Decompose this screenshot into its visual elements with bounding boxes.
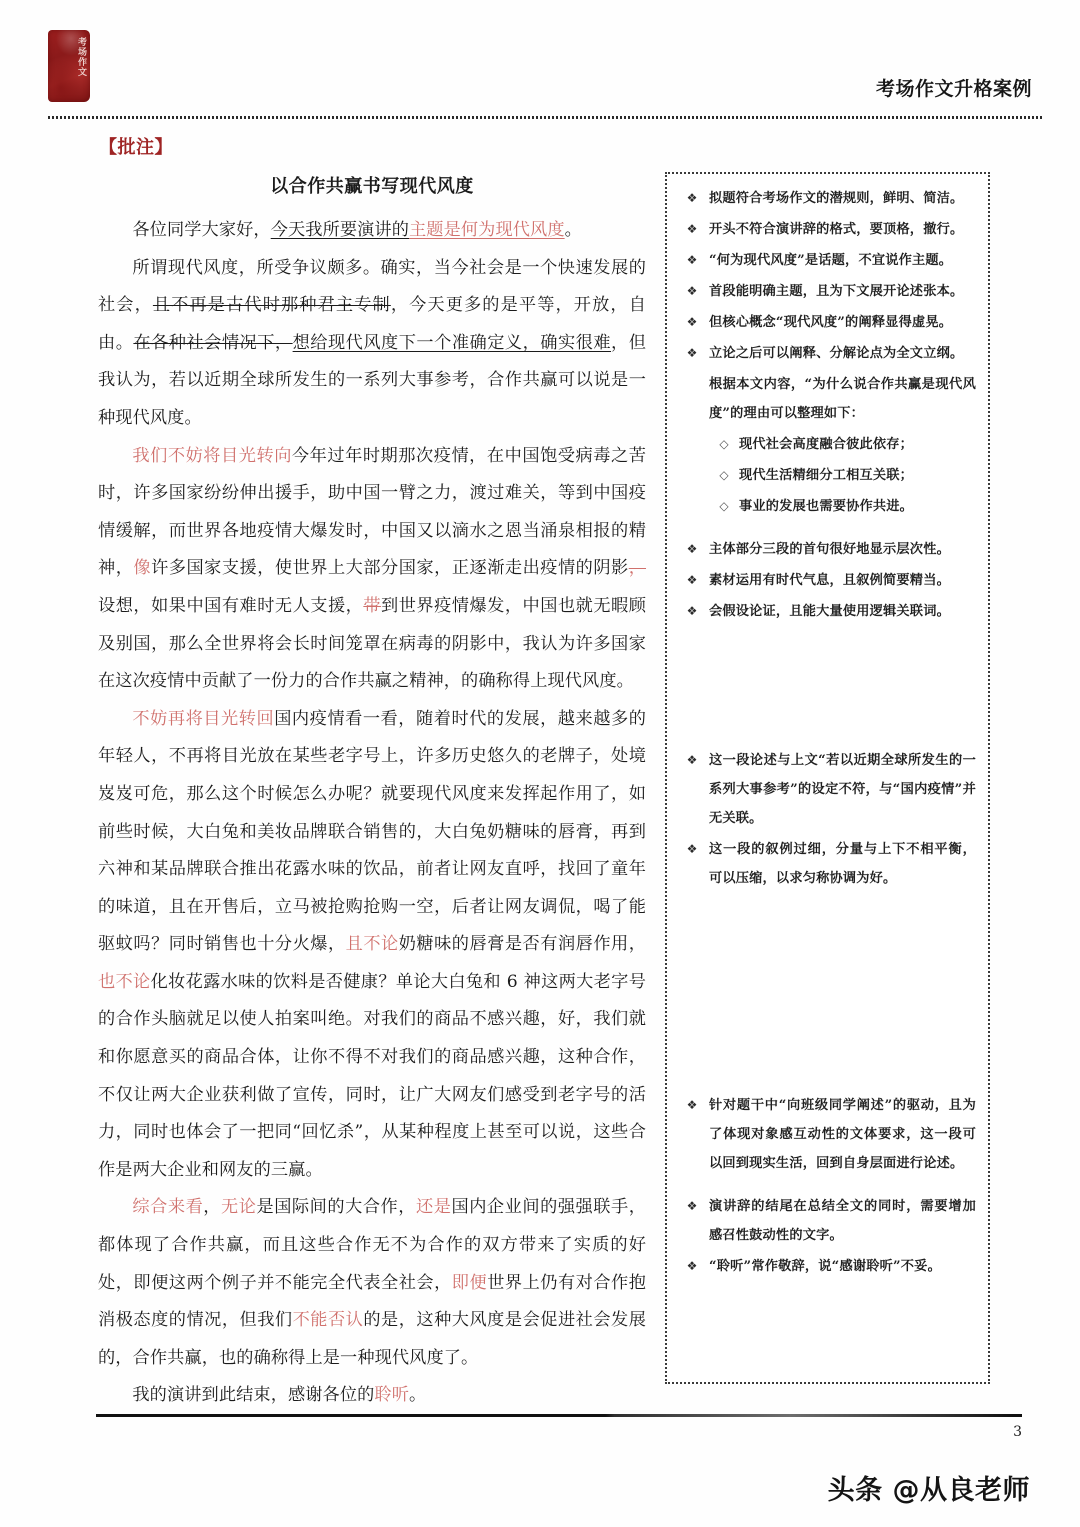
essay-text-run: 综合来看 bbox=[132, 1197, 204, 1218]
essay-text-run: 像 bbox=[133, 558, 152, 579]
seal-logo-text: 考场作文 bbox=[76, 37, 86, 77]
open-diamond-bullet-icon: ◇ bbox=[719, 468, 729, 482]
annotation-note-item bbox=[675, 370, 976, 428]
essay-text-run: 各位同学大家好， bbox=[132, 220, 271, 240]
annotation-note-text: 这一段的叙例过细，分量与上下不相平衡，可以压缩，以求匀称协调为好。 bbox=[709, 842, 976, 886]
annotation-note-text: 首段能明确主题，且为下文展开论述张本。 bbox=[709, 284, 964, 299]
filled-diamond-bullet-icon: ❖ bbox=[686, 346, 698, 360]
essay-text-run: 世界上仍有对合作抱消极态度的情况，但我们 bbox=[98, 1272, 646, 1331]
essay-text-run: 我的演讲到此结束，感谢各位的 bbox=[132, 1385, 375, 1406]
filled-diamond-bullet-icon: ❖ bbox=[686, 542, 698, 556]
annotation-note-text: “何为现代风度”是话题，不宜说作主题。 bbox=[709, 253, 953, 268]
essay-text-run: 化妆花露水味的饮料是否健康？单论大白兔和 6 神这两大老字号的合作头脑就足以使人拍案叫绝。对我们的商品不感兴趣，好，我们就和你愿意买的商品合体，让你不得不对我们的商品感兴趣，这种合作，不仅让两大企业获利做了宣传，同时，让广大网友们感受到老字号的活力，同时也体会了一把同“回忆杀”，从某种程度上甚至可以说，这些合作是两大企业和网友的三赢。 bbox=[98, 971, 646, 1180]
essay-text-run: 想给现代风度下一个准确定义，确实很难 bbox=[292, 332, 612, 353]
annotation-note-text: 会假设论证，且能大量使用逻辑关联词。 bbox=[709, 604, 950, 619]
essay-body bbox=[98, 212, 646, 1415]
essay-text-run: 主题是何为现代风度 bbox=[409, 220, 565, 240]
page-number: 3 bbox=[1013, 1424, 1022, 1440]
watermark: 头条 @从良老师 bbox=[827, 1475, 1030, 1506]
annotation-note-item bbox=[675, 1091, 976, 1178]
annotation-note-text: 事业的发展也需要协作共进。 bbox=[739, 499, 914, 514]
seal-logo-icon bbox=[48, 30, 90, 102]
annotation-note-text: 立论之后可以阐释、分解论点为全文立纲。 bbox=[709, 346, 964, 361]
filled-diamond-bullet-icon: ❖ bbox=[686, 315, 698, 329]
filled-diamond-bullet-icon: ❖ bbox=[686, 573, 698, 587]
filled-diamond-bullet-icon: ❖ bbox=[686, 1098, 698, 1112]
essay-text-run: ，今天更多的是平等，开放，自由。 bbox=[98, 295, 646, 353]
essay-paragraph bbox=[98, 1189, 646, 1377]
essay-text-run: 不能否认 bbox=[292, 1310, 364, 1331]
essay-text-run: 。 bbox=[409, 1385, 427, 1406]
annotation-note-item bbox=[675, 566, 976, 595]
essay-text-run: 聆听 bbox=[374, 1385, 409, 1406]
essay-text-run: 是国际间的大合作， bbox=[256, 1197, 417, 1218]
annotation-note-text: 现代社会高度融合彼此依存； bbox=[739, 437, 914, 452]
essay-paragraph bbox=[98, 212, 646, 250]
annotation-section-label: 【批注】 bbox=[99, 137, 173, 158]
filled-diamond-bullet-icon: ❖ bbox=[686, 842, 698, 856]
annotation-note-item bbox=[675, 461, 976, 490]
essay-paragraph bbox=[98, 701, 646, 1190]
annotation-note-item bbox=[675, 308, 976, 337]
essay-text-run: ， bbox=[203, 1197, 222, 1218]
essay-text-run: 到世界疫情爆发，中国也就无暇顾及别国，那么全世界将会长时间笼罩在病毒的阴影中，我认为许多国家在这次疫情中贡献了一份力的合作共赢之精神，的确称得上现代风度。 bbox=[98, 595, 646, 692]
essay-title: 以合作共赢书写现代风度 bbox=[270, 176, 474, 197]
essay-text-run: 奶糖味的唇膏是否有润唇作用， bbox=[398, 934, 646, 955]
essay-text-run: 也不论 bbox=[98, 971, 151, 992]
annotation-note-item bbox=[675, 339, 976, 368]
essay-text-run: 今年过年时期那次疫情，在中国饱受病毒之苦时，许多国家纷纷伸出援手，助中国一臂之力，渡过难关，等到中国疫情缓解，而世界各地疫情大爆发时，中国又以滴水之恩当涌泉相报的精神， bbox=[98, 445, 646, 579]
annotation-note-text: 演讲辞的结尾在总结全文的同时，需要增加感召性鼓动性的文字。 bbox=[709, 1199, 976, 1243]
annotation-note-text: 拟题符合考场作文的潜规则，鲜明、简洁。 bbox=[709, 191, 964, 206]
header-title: 考场作文升格案例 bbox=[875, 78, 1032, 100]
annotation-note-text: 这一段论述与上文“若以近期全球所发生的一系列大事参考”的设定不符，与“国内疫情”并无关联。 bbox=[709, 753, 976, 826]
essay-text-run: 且不再是古代时那种君主专制 bbox=[152, 295, 391, 316]
essay-text-run: 还是 bbox=[416, 1197, 452, 1218]
filled-diamond-bullet-icon: ❖ bbox=[686, 604, 698, 618]
footer-divider bbox=[96, 1414, 1022, 1417]
filled-diamond-bullet-icon: ❖ bbox=[686, 253, 698, 267]
annotation-note-item bbox=[675, 246, 976, 275]
annotation-note-item bbox=[675, 430, 976, 459]
annotation-note-item bbox=[675, 215, 976, 244]
essay-text-run: 许多国家支援，使世界上大部分国家，正逐渐走出疫情的阴影 bbox=[151, 558, 629, 579]
essay-text-run: 。 bbox=[564, 220, 582, 240]
open-diamond-bullet-icon: ◇ bbox=[719, 499, 729, 513]
header-divider bbox=[48, 116, 1044, 119]
essay-paragraph bbox=[98, 250, 646, 438]
essay-text-run: 国内疫情看一看，随着时代的发展，越来越多的年轻人，不再将目光放在某些老字号上，许多历史悠久的老牌子，处境岌岌可危，那么这个时候怎么办呢？就要现代风度来发挥起作用了，如前些时候，大白兔和美妆品牌联合销售的，大白兔奶糖味的唇膏，再到六神和某品牌联合推出花露水味的饮品，前者让网友直呼，找回了童年的味道，且在开售后，立马被抢购抢购一空，后者让网友调侃，喝了能驱蚊吗？同时销售也十分火爆， bbox=[98, 708, 646, 955]
annotation-notes-box bbox=[665, 172, 990, 1384]
annotation-note-item bbox=[675, 184, 976, 213]
filled-diamond-bullet-icon: ❖ bbox=[686, 1199, 698, 1213]
filled-diamond-bullet-icon: ❖ bbox=[686, 753, 698, 767]
open-diamond-bullet-icon: ◇ bbox=[719, 437, 729, 451]
annotation-note-item bbox=[675, 492, 976, 521]
annotation-note-text: “聆听”常作敬辞，说“感谢聆听”不妥。 bbox=[709, 1259, 941, 1274]
annotation-note-item bbox=[675, 1252, 976, 1281]
essay-text-run: 设想，如果中国有难时无人支援， bbox=[98, 595, 364, 616]
essay-text-run: 带 bbox=[363, 595, 382, 616]
essay-text-run: 今天我所要演讲的 bbox=[270, 220, 410, 240]
filled-diamond-bullet-icon: ❖ bbox=[686, 1259, 698, 1273]
filled-diamond-bullet-icon: ❖ bbox=[686, 191, 698, 205]
page-header bbox=[0, 22, 1080, 112]
annotation-note-text: 针对题干中“向班级同学阐述”的驱动，且为了体现对象感互动性的文体要求，这一段可以回到现实生活，回到自身层面进行论述。 bbox=[709, 1098, 976, 1171]
annotation-note-item bbox=[675, 746, 976, 833]
essay-text-run: 无论 bbox=[221, 1197, 257, 1218]
annotation-note-item bbox=[675, 535, 976, 564]
essay-text-run: 且不论 bbox=[345, 934, 399, 955]
annotation-note-item bbox=[675, 277, 976, 306]
annotation-note-text: 但核心概念“现代风度”的阐释显得虚晃。 bbox=[709, 315, 953, 330]
annotation-note-text: 现代生活精细分工相互关联； bbox=[739, 468, 914, 483]
annotation-note-text: 开头不符合演讲辞的格式，要顶格，撤行。 bbox=[709, 222, 964, 237]
annotation-note-text: 主体部分三段的首句很好地显示层次性。 bbox=[709, 542, 950, 557]
essay-text-run: 所谓现代风度，所受争议颇多。确实，当今社会是一个快速发展的社会， bbox=[98, 257, 646, 316]
annotation-note-item bbox=[675, 597, 976, 626]
essay-text-run: 在各种社会情况下， bbox=[133, 332, 293, 353]
essay-paragraph bbox=[98, 1377, 646, 1415]
essay-text-run: ， bbox=[628, 558, 647, 579]
essay-text-run: ，但我认为，若以近期全球所发生的一系列大事参考，合作共赢可以说是一种现代风度。 bbox=[98, 332, 647, 428]
annotation-note-item bbox=[675, 1192, 976, 1250]
essay-text-run: 不妨再将目光转回 bbox=[132, 708, 275, 729]
essay-column bbox=[98, 172, 646, 1415]
essay-paragraph bbox=[98, 438, 646, 701]
essay-text-run: 国内企业间的强强联手，都体现了合作共赢，而且这些合作无不为合作的双方带来了实质的好处，即便这两个例子并不能完全代表全社会， bbox=[98, 1197, 647, 1293]
notes-spacer bbox=[675, 628, 976, 746]
annotation-notes-list bbox=[675, 184, 976, 1281]
annotation-note-text: 根据本文内容，“为什么说合作共赢是现代风度”的理由可以整理如下： bbox=[709, 377, 976, 421]
annotation-note-text: 素材运用有时代气息，且叙例简要精当。 bbox=[709, 573, 950, 588]
essay-text-run: 的是，这种大风度是会促进社会发展的，合作共赢，也的确称得上是一种现代风度了。 bbox=[98, 1310, 646, 1368]
essay-text-run: 即便 bbox=[451, 1272, 488, 1293]
annotation-note-item bbox=[675, 835, 976, 893]
filled-diamond-bullet-icon: ❖ bbox=[686, 284, 698, 298]
filled-diamond-bullet-icon: ❖ bbox=[686, 222, 698, 236]
essay-text-run: 我们不妨将目光转向 bbox=[132, 445, 292, 466]
notes-spacer bbox=[675, 895, 976, 1091]
